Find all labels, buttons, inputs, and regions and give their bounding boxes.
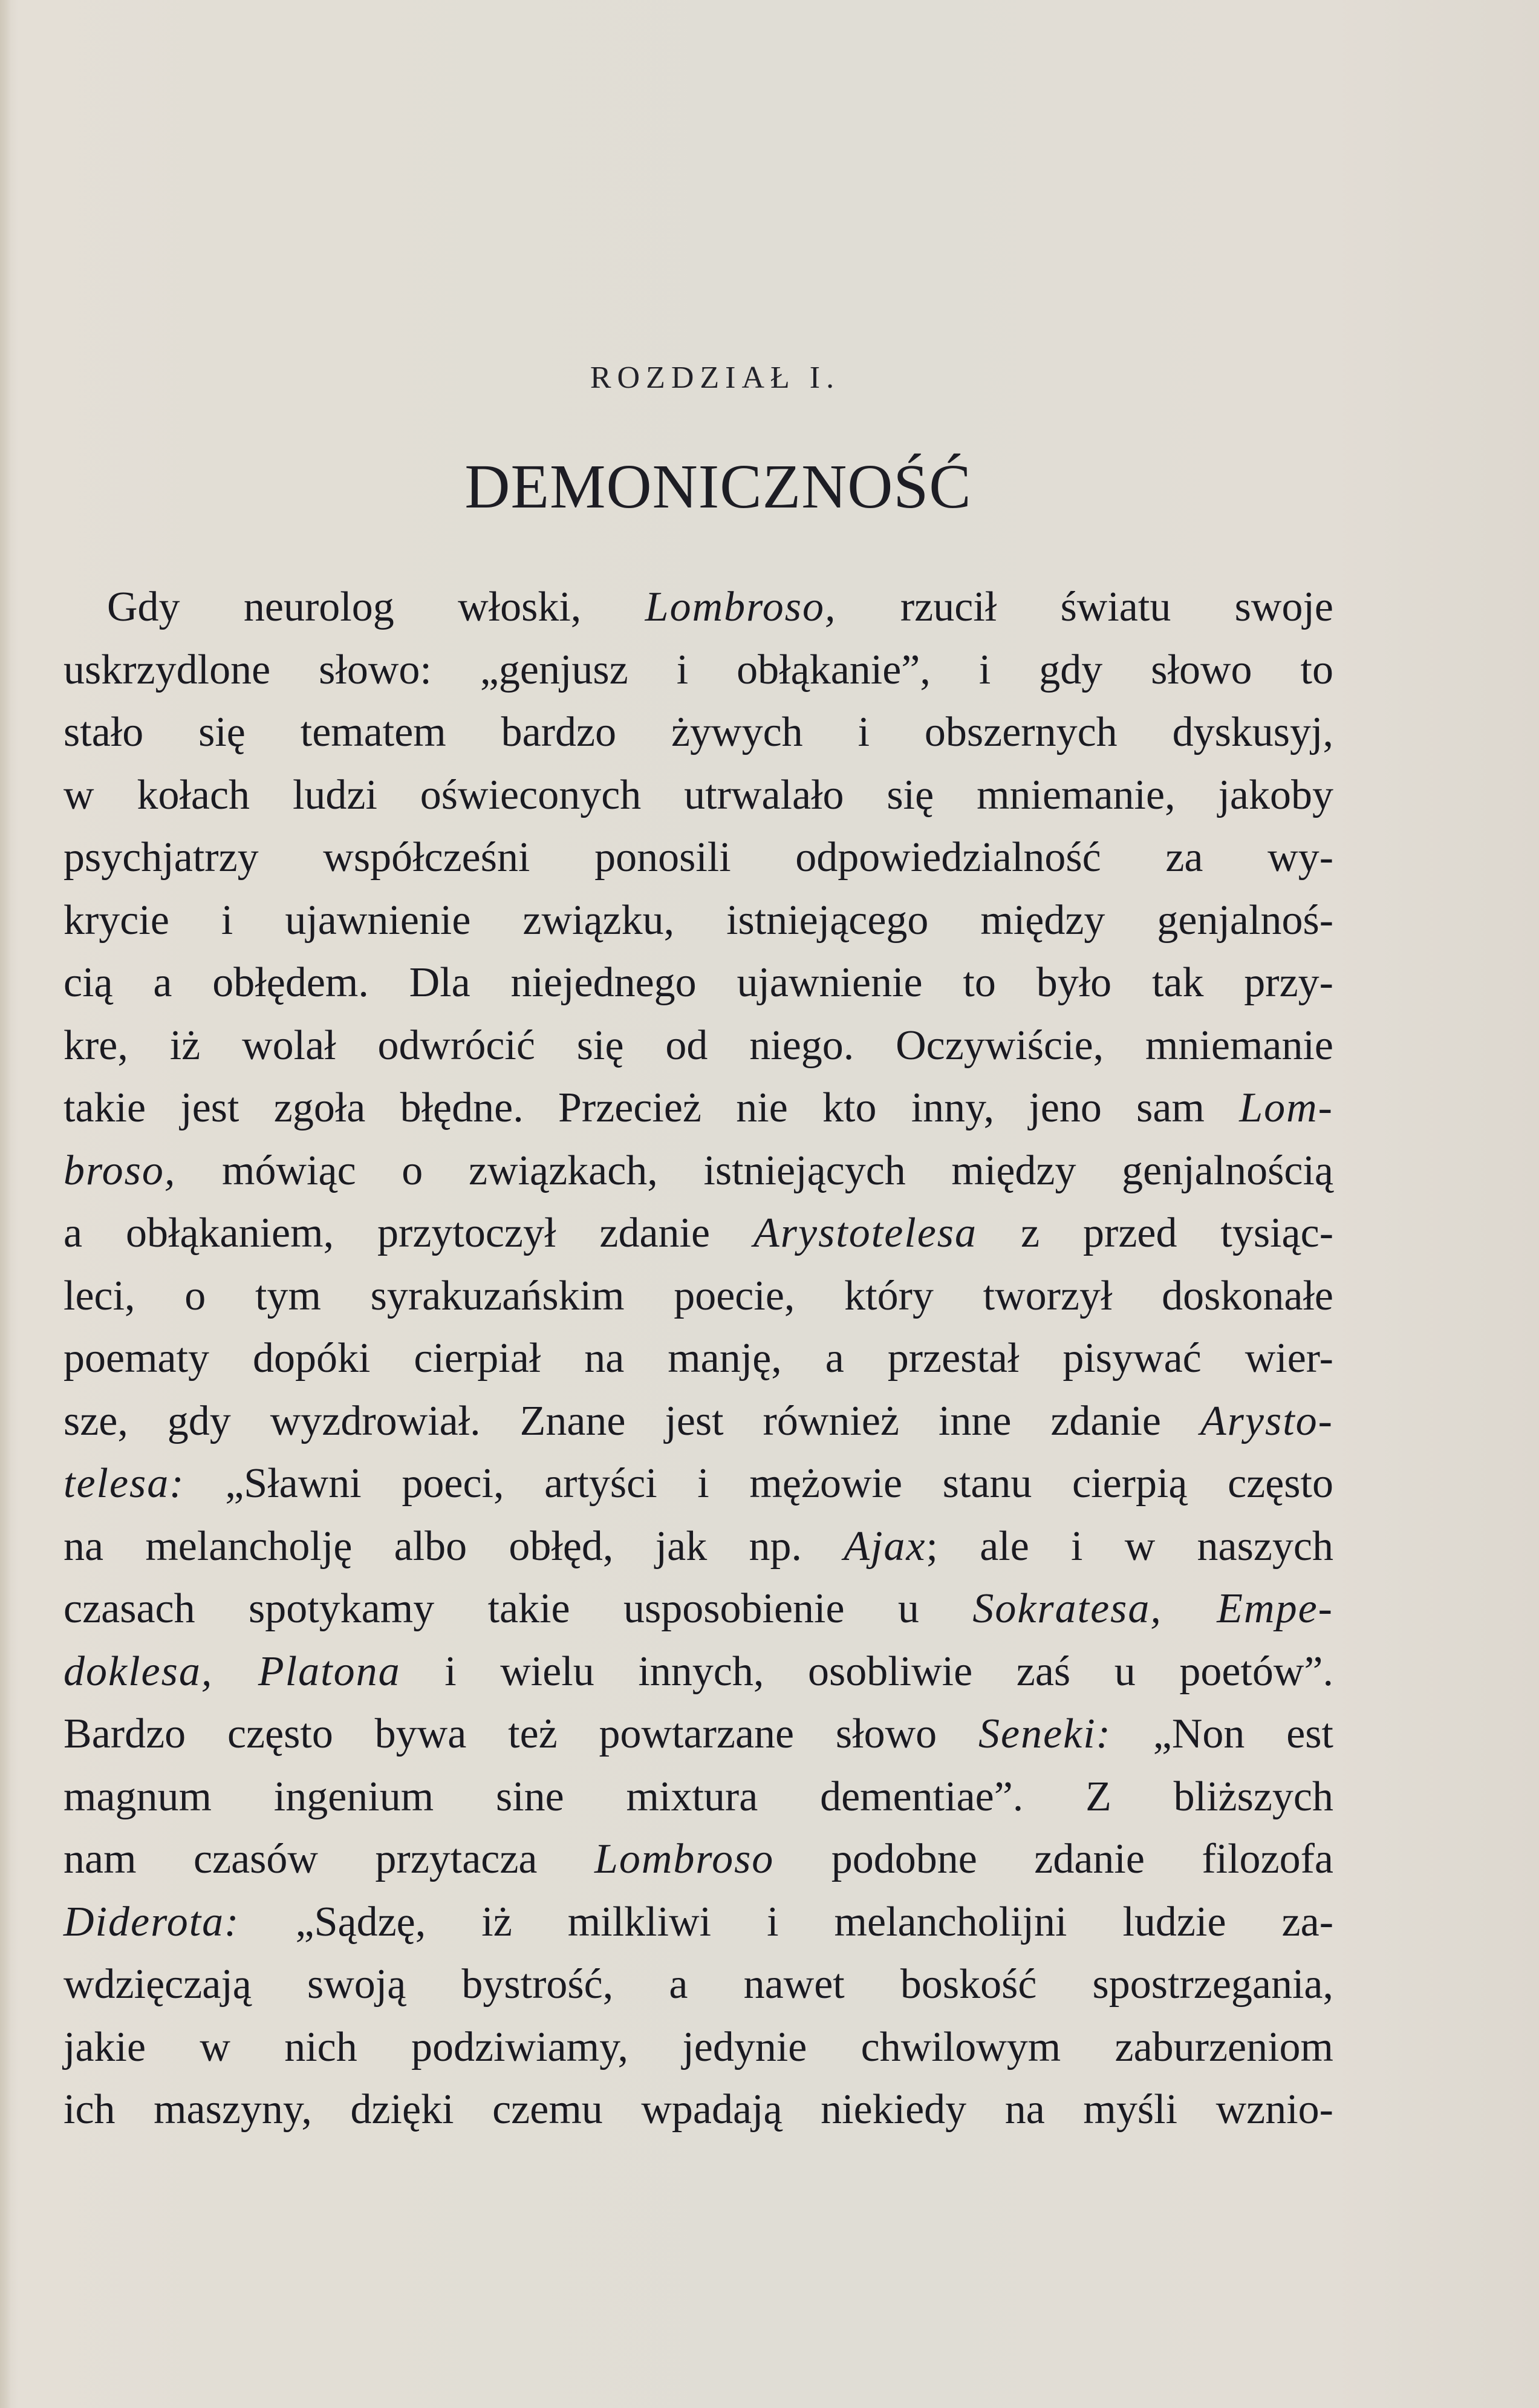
text-segment: uskrzydlone słowo: „genjusz i obłąkanie”, i gdy słowo to bbox=[63, 646, 1333, 693]
text-segment: w kołach ludzi oświeconych utrwalało się mniemanie, jakoby bbox=[63, 771, 1333, 818]
text-line bbox=[63, 2016, 1333, 2079]
text-line bbox=[63, 1515, 1333, 1578]
italic-name: Seneki: bbox=[978, 1711, 1111, 1757]
text-line bbox=[63, 1140, 1333, 1202]
text-segment: jakie w nich podziwiamy, jedynie chwilowym zaburzeniom bbox=[63, 2023, 1333, 2070]
text-line bbox=[63, 1202, 1333, 1265]
italic-name: Diderota: bbox=[63, 1898, 240, 1945]
text-line bbox=[63, 1265, 1333, 1328]
italic-name: broso, bbox=[63, 1147, 177, 1194]
text-segment: „Sławni poeci, artyści i mężowie stanu cierpią często bbox=[184, 1460, 1333, 1507]
text-segment: krycie i ujawnienie związku, istniejącego między genjalnoś- bbox=[63, 896, 1333, 944]
text-segment: leci, o tym syrakuzańskim poecie, który tworzył doskonałe bbox=[63, 1272, 1333, 1319]
text-segment: ich maszyny, dzięki czemu wpadają niekiedy na myśli wznio- bbox=[63, 2086, 1333, 2133]
text-segment: cią a obłędem. Dla niejednego ujawnienie to było tak przy- bbox=[63, 959, 1333, 1006]
text-segment: nam czasów przytacza bbox=[63, 1836, 594, 1882]
italic-name: Sokratesa, Empe- bbox=[972, 1585, 1333, 1632]
text-line bbox=[63, 1828, 1333, 1891]
text-segment: z przed tysiąc- bbox=[977, 1210, 1333, 1256]
text-line bbox=[63, 576, 1333, 639]
italic-name: Ajax bbox=[844, 1522, 926, 1570]
italic-name: Lom- bbox=[1239, 1085, 1333, 1131]
text-line bbox=[63, 1077, 1333, 1140]
text-line bbox=[63, 639, 1333, 702]
text-line bbox=[63, 1953, 1333, 2016]
text-line bbox=[63, 1452, 1333, 1515]
text-line bbox=[63, 1766, 1333, 1829]
text-line bbox=[63, 1640, 1333, 1703]
text-segment: sze, gdy wyzdrowiał. Znane jest również inne zdanie bbox=[63, 1397, 1200, 1444]
text-line bbox=[63, 1891, 1333, 1954]
text-segment: wdzięczają swoją bystrość, a nawet boskość spostrzegania, bbox=[63, 1961, 1333, 2008]
text-line bbox=[63, 889, 1333, 952]
text-segment: rzucił światu swoje bbox=[836, 584, 1333, 630]
text-line bbox=[63, 1390, 1333, 1453]
text-segment: Bardzo często bywa też powtarzane słowo bbox=[63, 1711, 978, 1757]
italic-name: Lombroso, bbox=[645, 584, 837, 630]
italic-name: Arysto- bbox=[1200, 1397, 1333, 1444]
text-line bbox=[63, 1703, 1333, 1766]
text-segment: magnum ingenium sine mixtura dementiae”. Z bliższych bbox=[63, 1773, 1333, 1820]
italic-name: telesa: bbox=[63, 1460, 185, 1507]
chapter-title: DEMONICZNOŚĆ bbox=[464, 452, 972, 521]
text-line bbox=[63, 951, 1333, 1014]
text-segment: na melancholję albo obłęd, jak np. bbox=[63, 1522, 844, 1570]
text-segment: Gdy neurolog włoski, bbox=[107, 584, 645, 630]
text-line bbox=[63, 701, 1333, 764]
text-line bbox=[63, 764, 1333, 827]
text-segment: takie jest zgoła błędne. Przecież nie kto inny, jeno sam bbox=[63, 1085, 1240, 1131]
text-segment: mówiąc o związkach, istniejących między genjalnością bbox=[176, 1147, 1333, 1194]
text-line bbox=[63, 1014, 1333, 1077]
text-segment: kre, iż wolał odwrócić się od niego. Oczywiście, mniemanie bbox=[63, 1022, 1333, 1069]
chapter-label: ROZDZIAŁ I. bbox=[590, 361, 841, 395]
text-line bbox=[63, 1327, 1333, 1390]
text-segment: „Non est bbox=[1111, 1711, 1333, 1757]
italic-name: Arystotelesa bbox=[753, 1210, 978, 1256]
text-segment: a obłąkaniem, przytoczył zdanie bbox=[63, 1210, 753, 1256]
text-segment: „Sądzę, iż milkliwi i melancholijni ludzie za- bbox=[239, 1898, 1333, 1945]
text-segment: ; ale i w naszych bbox=[926, 1522, 1333, 1570]
text-segment: czasach spotykamy takie usposobienie u bbox=[63, 1585, 973, 1632]
text-line bbox=[63, 1578, 1333, 1640]
text-segment: podobne zdanie filozofa bbox=[774, 1836, 1333, 1882]
text-segment: stało się tematem bardzo żywych i obszernych dyskusyj, bbox=[63, 709, 1333, 755]
text-segment: psychjatrzy współcześni ponosili odpowiedzialność za wy- bbox=[63, 834, 1333, 881]
italic-name: Lombroso bbox=[594, 1836, 775, 1882]
italic-name: doklesa, Platona bbox=[63, 1648, 401, 1695]
text-segment: i wielu innych, osobliwie zaś u poetów”. bbox=[400, 1648, 1333, 1695]
text-line bbox=[63, 2078, 1333, 2141]
body-paragraph bbox=[63, 576, 1333, 2141]
text-line bbox=[63, 826, 1333, 889]
text-segment: poematy dopóki cierpiał na manję, a przestał pisywać wier- bbox=[63, 1335, 1333, 1382]
